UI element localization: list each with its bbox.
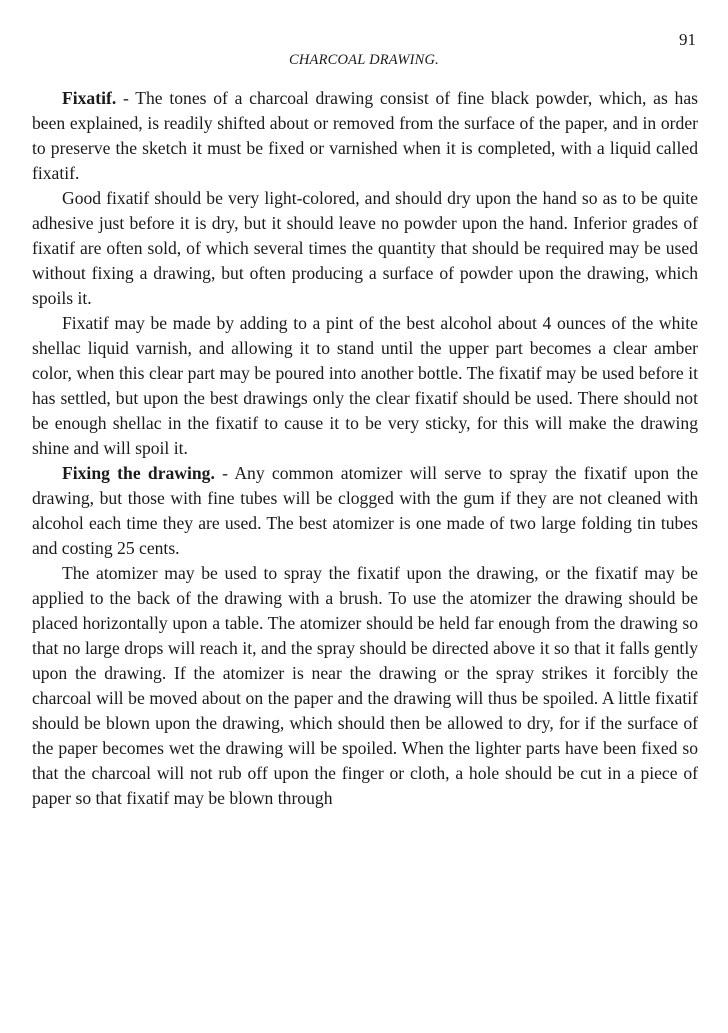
paragraph-atomizer-use [32,561,698,811]
paragraph-text: - The tones of a charcoal drawing consist of fine black powder, which, as has been explained, is readily shifted about or removed from the surface of the paper, and in order to preserve the sketch it must be fixed or varnished when it is completed, with a liquid called fixatif. [32,88,698,183]
paragraph-making-fixatif [32,311,698,461]
running-head: CHARCOAL DRAWING. [288,52,439,68]
paragraph-fixing-the-drawing [32,461,698,561]
paragraph-heading: Fixing the drawing. [62,463,215,483]
paragraph-text: - Any common atomizer will serve to spray the fixatif upon the drawing, but those with fine tubes will be clogged with the gum if they are not cleaned with alcohol each time they are used. The best atomizer is one made of two large folding tin tubes and costing 25 cents. [32,463,698,558]
paragraph-text: The atomizer may be used to spray the fixatif upon the drawing, or the fixatif may be applied to the back of the drawing with a brush. To use the atomizer the drawing should be placed horizontally upon a table. The atomizer should be held far enough from the drawing so that no large drops will reach it, and the spray should be directed above it so that it falls gently upon the drawing. If the atomizer is near the drawing or the spray strikes it forcibly the charcoal will be moved about on the paper and the drawing will thus be spoiled. A little fixatif should be blown upon the drawing, which should then be allowed to dry, for if the surface of the paper becomes wet the drawing will be spoiled. When the lighter parts have been fixed so that the charcoal will not rub off upon the finger or cloth, a hole should be cut in a piece of paper so that fixatif may be blown through [32,563,698,808]
page-number: 91 [679,30,696,49]
paragraph-fixatif [32,86,698,186]
paragraph-heading: Fixatif. [62,88,117,108]
paragraph-text: Fixatif may be made by adding to a pint of the best alcohol about 4 ounces of the white shellac liquid varnish, and allowing it to stand until the upper part becomes a clear amber color, when this clear part may be poured into another bottle. The fixatif may be used before it has settled, but upon the best drawings only the clear fixatif should be used. There should not be enough shellac in the fixatif to cause it to be very sticky, for this will make the drawing shine and will spoil it. [32,313,698,458]
body-text [32,86,698,811]
paragraph-text: Good fixatif should be very light-colored, and should dry upon the hand so as to be quite adhesive just before it is dry, but it should leave no powder upon the hand. Inferior grades of fixatif are often sold, of which several times the quantity that should be required may be used without fixing a drawing, but often producing a surface of powder upon the drawing, which spoils it. [32,188,698,308]
paragraph-good-fixatif [32,186,698,311]
